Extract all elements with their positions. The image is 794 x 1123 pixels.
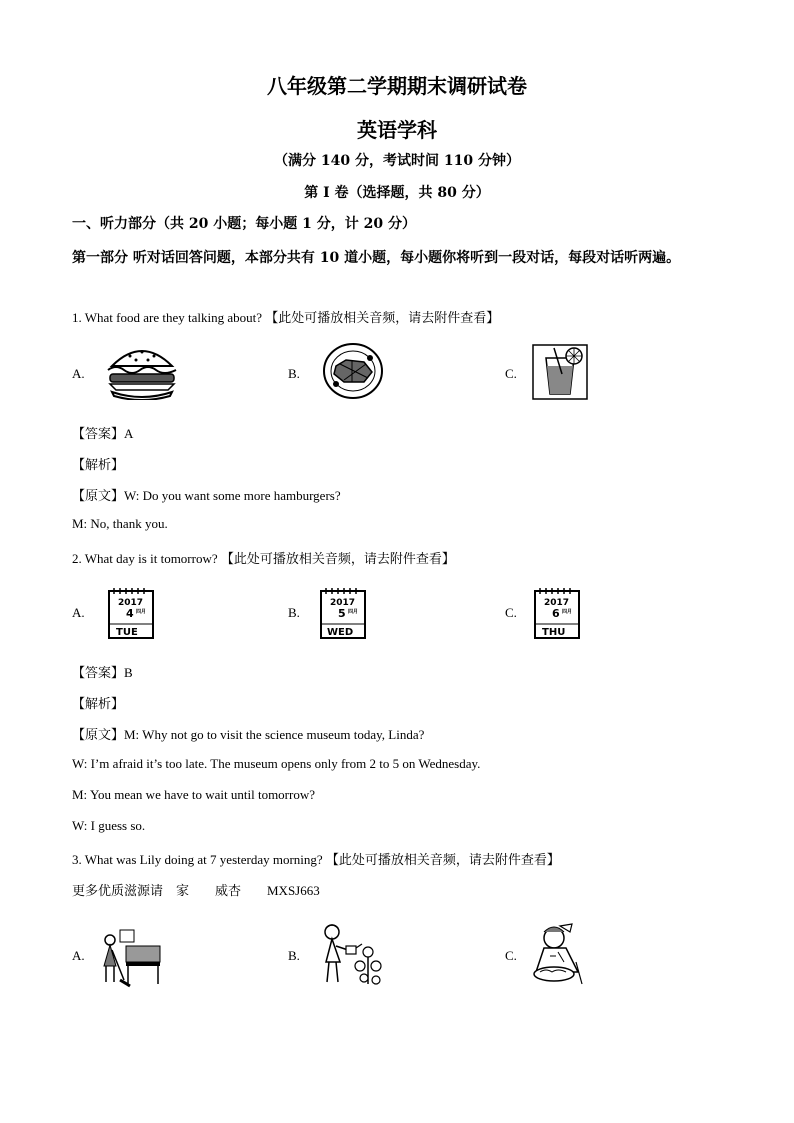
question-2-transcript-line: W: I’m afraid it’s too late. The museum opens only from 2 to 5 on Wednesday.: [72, 756, 481, 771]
calendar-month: 四月: [136, 609, 147, 615]
calendar-icon: [318, 586, 368, 644]
calendar-year: 2017: [118, 598, 144, 608]
q3-option-c-label: C.: [505, 948, 517, 963]
calendar-date: 6: [552, 607, 560, 620]
calendar-weekday: WED: [327, 627, 354, 638]
calendar-weekday: TUE: [116, 627, 138, 638]
exam-info: （满分 140 分，考试时间 110 分钟）: [274, 153, 520, 169]
part-title: 第 I 卷（选择题，共 80 分）: [304, 185, 490, 201]
section-heading: 一、听力部分（共 20 小题；每小题 1 分，计 20 分）: [72, 216, 416, 232]
q3-option-a-label: A.: [72, 948, 85, 963]
steak-plate-icon: [322, 342, 384, 404]
question-1-transcript-line: 【原文】W: Do you want some more hamburgers?: [72, 488, 341, 503]
question-1-prompt: 1. What food are they talking about? 【此处可播放相关音频，请去附件查看】: [72, 310, 500, 325]
question-3-note: 更多优质滋源请 家 威杏 MXSJ663: [72, 883, 320, 898]
q2-option-c-label: C.: [505, 605, 517, 620]
sweeping-girl-icon: [96, 926, 164, 992]
question-2-prompt: 2. What day is it tomorrow? 【此处可播放相关音频，请去附件查看】: [72, 551, 455, 566]
page-title: 八年级第二学期期末调研试卷: [267, 74, 527, 98]
question-2-answer: 【答案】B: [72, 665, 133, 680]
question-1-answer: 【答案】A: [72, 426, 134, 441]
question-3-prompt: 3. What was Lily doing at 7 yesterday morning? 【此处可播放相关音频，请去附件查看】: [72, 852, 560, 867]
question-1-analysis: 【解析】: [72, 457, 125, 472]
question-2-analysis: 【解析】: [72, 696, 125, 711]
question-2-transcript-line: 【原文】M: Why not go to visit the science museum today, Linda?: [72, 727, 425, 742]
question-1-transcript-line: M: No, thank you.: [72, 516, 168, 531]
calendar-year: 2017: [330, 598, 356, 608]
hamburger-icon: [104, 342, 180, 404]
calendar-weekday: THU: [542, 627, 566, 638]
q3-option-b-label: B.: [288, 948, 300, 963]
calendar-year: 2017: [544, 598, 570, 608]
q1-option-b-label: B.: [288, 366, 300, 381]
calendar-month: 四月: [348, 609, 359, 615]
calendar-icon: [532, 586, 582, 644]
watering-flowers-icon: [318, 920, 386, 992]
q1-option-c-label: C.: [505, 366, 517, 381]
question-2-transcript-line: M: You mean we have to wait until tomorrow?: [72, 787, 315, 802]
q2-option-b-label: B.: [288, 605, 300, 620]
juice-glass-icon: [532, 344, 588, 404]
q2-option-a-label: A.: [72, 605, 85, 620]
calendar-date: 4: [126, 607, 134, 620]
washing-clothes-icon: [526, 922, 588, 992]
section-instructions: 第一部分 听对话回答问题，本部分共有 10 道小题，每小题你将听到一段对话，每段对话听两遍。: [72, 250, 681, 266]
calendar-date: 5: [338, 607, 346, 620]
q1-option-a-label: A.: [72, 366, 85, 381]
question-2-transcript-line: W: I guess so.: [72, 818, 146, 833]
calendar-month: 四月: [562, 609, 573, 615]
subject-title: 英语学科: [357, 118, 437, 142]
calendar-icon: [106, 586, 156, 644]
